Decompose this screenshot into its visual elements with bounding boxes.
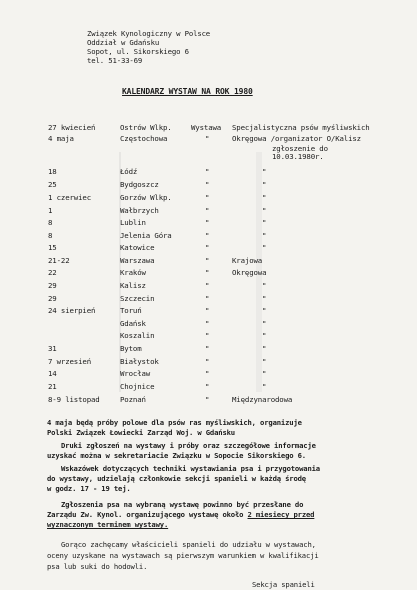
- cell-note: ": [262, 167, 267, 176]
- cell-note: ": [262, 294, 267, 303]
- paragraph-text: Zarządu Zw. Kynol. organizującego wystawę około: [47, 510, 248, 519]
- cell-city: Kraków: [120, 268, 146, 277]
- cell-type: ": [205, 256, 210, 265]
- cell-date: 29: [48, 281, 57, 290]
- cell-type: ": [205, 331, 210, 340]
- cell-city: Chojnice: [120, 382, 155, 391]
- paragraph-line: Zgłoszenia psa na wybraną wystawę powinno być przesłane do: [61, 500, 304, 509]
- cell-type: ": [205, 369, 210, 378]
- paragraph-line: wyznaczonym terminem wystawy.: [47, 520, 169, 529]
- cell-city: Koszalin: [120, 331, 155, 340]
- cell-note: ": [262, 382, 267, 391]
- cell-date: 8-9 listopad: [48, 395, 100, 404]
- cell-type: ": [205, 134, 210, 143]
- cell-city: Częstochowa: [120, 134, 168, 143]
- cell-type: ": [205, 167, 210, 176]
- cell-city: Kalisz: [120, 281, 146, 290]
- cell-type: ": [205, 395, 210, 404]
- cell-note: Krajowa: [232, 256, 263, 265]
- cell-city: Białystok: [120, 357, 159, 366]
- paragraph-line: oceny uzyskane na wystawach są pierwszym warunkiem w kwalifikacji: [47, 551, 319, 560]
- cell-type: ": [205, 306, 210, 315]
- cell-note: ": [262, 369, 267, 378]
- cell-date: 18: [48, 167, 57, 176]
- cell-type: ": [205, 243, 210, 252]
- cell-city: Bydgoszcz: [120, 180, 159, 189]
- paragraph-line: Gorąco zachęcamy właścicieli spanieli do udziału w wystawach,: [61, 540, 316, 549]
- cell-date: 31: [48, 344, 57, 353]
- cell-note: ": [262, 319, 267, 328]
- cell-note: ": [262, 206, 267, 215]
- cell-note: 10.03.1980r.: [272, 152, 324, 161]
- cell-city: Toruń: [120, 306, 142, 315]
- org-name: Związek Kynologiczny w Polsce: [87, 29, 211, 38]
- cell-date: 27 kwiecień: [48, 123, 96, 132]
- cell-note: Specjalistyczna psów myśliwskich: [232, 123, 370, 132]
- cell-type: ": [205, 218, 210, 227]
- cell-date: 7 wrzesień: [48, 357, 91, 366]
- cell-city: Łódź: [120, 167, 138, 176]
- paragraph-line: w godz. 17 - 19 tej.: [47, 484, 131, 493]
- paragraph-line: Wskazówek dotyczących techniki wystawiania psa i przygotowania: [61, 464, 320, 473]
- org-branch: Oddział w Gdańsku: [87, 38, 160, 47]
- cell-city: Gorzów Wlkp.: [120, 193, 172, 202]
- cell-date: 4 maja: [48, 134, 74, 143]
- cell-note: ": [262, 218, 267, 227]
- cell-date: 25: [48, 180, 57, 189]
- document-title: KALENDARZ WYSTAW NA ROK 1980: [122, 87, 253, 96]
- cell-date: 8: [48, 218, 53, 227]
- cell-type: Wystawa: [191, 123, 222, 132]
- paragraph-line: 4 maja będą próby polowe dla psów ras myśliwskich, organizuje: [47, 418, 302, 427]
- paragraph-line: uzyskać można w sekretariacie Związku w Sopocie Sikorskiego 6.: [47, 451, 306, 460]
- cell-note: Międzynarodowa: [232, 395, 293, 404]
- signature: Sekcja spanieli: [252, 580, 315, 589]
- cell-city: Szczecin: [120, 294, 155, 303]
- cell-date: 1 czerwiec: [48, 193, 91, 202]
- paragraph-line: do wystawy, udzielają członkowie sekcji spanieli w każdą środę: [47, 474, 306, 483]
- cell-city: Wałbrzych: [120, 206, 159, 215]
- paragraph-line: psa lub suki do hodowli.: [47, 562, 148, 571]
- cell-type: ": [205, 357, 210, 366]
- cell-note: ": [262, 193, 267, 202]
- cell-note: ": [262, 231, 267, 240]
- cell-type: ": [205, 180, 210, 189]
- cell-date: 15: [48, 243, 57, 252]
- cell-city: Katowice: [120, 243, 155, 252]
- paragraph-line: Druki zgłoszeń na wystawy i próby oraz szczegółowe informacje: [61, 441, 316, 450]
- cell-note: ": [262, 180, 267, 189]
- paragraph-line: Polski Związek Łowiecki Zarząd Woj. w Gdańsku: [47, 428, 235, 437]
- cell-date: 14: [48, 369, 57, 378]
- cell-city: Bytom: [120, 344, 142, 353]
- cell-note: ": [262, 331, 267, 340]
- cell-type: ": [205, 193, 210, 202]
- cell-type: ": [205, 294, 210, 303]
- cell-note: ": [262, 306, 267, 315]
- cell-date: 1: [48, 206, 53, 215]
- cell-note: ": [262, 344, 267, 353]
- cell-date: 22: [48, 268, 57, 277]
- cell-city: Wrocław: [120, 369, 151, 378]
- cell-city: Lublin: [120, 218, 146, 227]
- cell-type: ": [205, 382, 210, 391]
- cell-note: zgłoszenie do: [272, 144, 328, 153]
- cell-city: Ostrów Wlkp.: [120, 123, 172, 132]
- cell-city: Warszawa: [120, 256, 155, 265]
- cell-type: ": [205, 281, 210, 290]
- cell-note: ": [262, 243, 267, 252]
- cell-date: 8: [48, 231, 53, 240]
- cell-date: 29: [48, 294, 57, 303]
- cell-note: ": [262, 357, 267, 366]
- cell-type: ": [205, 268, 210, 277]
- cell-note: Okręgowa: [232, 268, 267, 277]
- cell-type: ": [205, 319, 210, 328]
- cell-date: 21: [48, 382, 57, 391]
- cell-type: ": [205, 344, 210, 353]
- cell-type: ": [205, 231, 210, 240]
- cell-date: 21-22: [48, 256, 70, 265]
- cell-date: 24 sierpień: [48, 306, 96, 315]
- org-phone: tel. 51-33-69: [87, 56, 143, 65]
- paragraph-line: [47, 510, 314, 519]
- cell-type: ": [205, 206, 210, 215]
- cell-city: Gdańsk: [120, 319, 146, 328]
- cell-city: Poznań: [120, 395, 146, 404]
- cell-city: Jelenia Góra: [120, 231, 172, 240]
- emphasis-text: 2 miesiecy przed: [247, 510, 315, 519]
- cell-note: Okręgowa /organizator O/Kalisz: [232, 134, 361, 143]
- org-address: Sopot, ul. Sikorskiego 6: [87, 47, 189, 56]
- cell-note: ": [262, 281, 267, 290]
